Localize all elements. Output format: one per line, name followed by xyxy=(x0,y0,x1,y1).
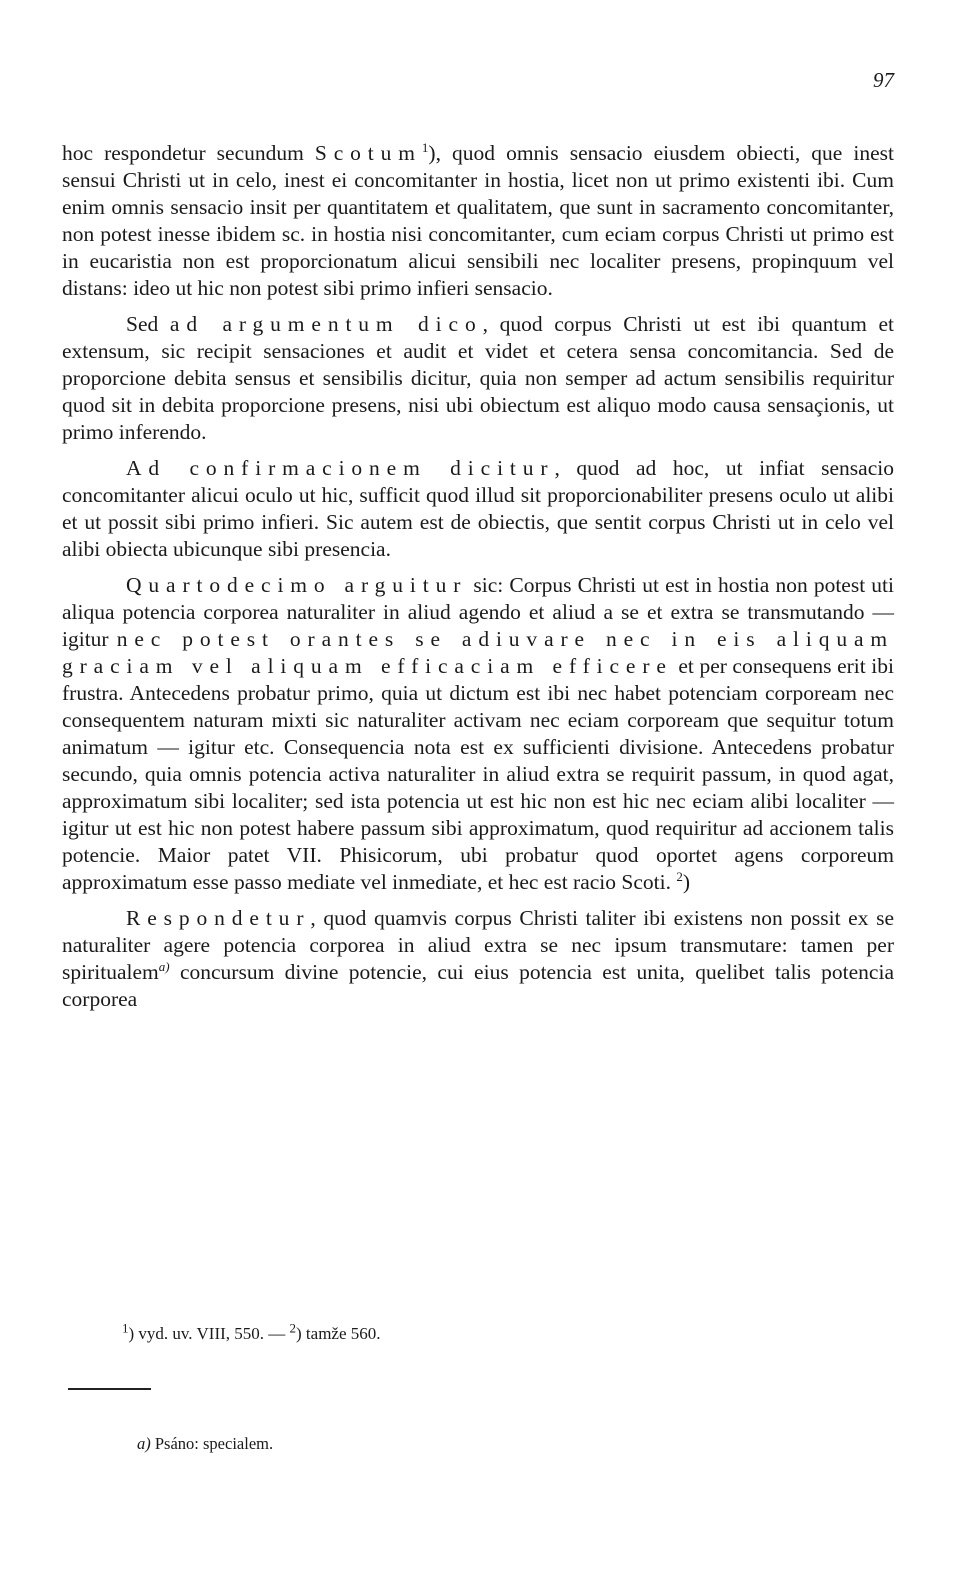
text-run: , quod quamvis corpus Christi taliter ibi existens non possit ex se naturaliter agere potencia corporea in aliud extra se nec ipsum transmutare: tamen per spiritualem xyxy=(62,906,894,984)
spaced-emphasis-text: Respondetur xyxy=(126,906,311,930)
text-run: , quod ad hoc, ut infiat sensacio concomitanter alicui oculo ut hic, sufficit quod illud sit proporcionabiliter presens oculo ut alibi et ut possit sibi primo infieri. Sic autem est de obiectis, que sentit corpus Christi ut in celo vel alibi obiecta ubicunque sibi presencia. xyxy=(62,456,894,561)
editorial-note-mark: a) xyxy=(137,1434,151,1453)
footnote-marker-1: 1 xyxy=(122,1320,129,1336)
footnote-text-1: ) vyd. uv. VIII, 550. — xyxy=(128,1324,290,1343)
text-run: et per consequens erit ibi frustra. Antecedens probatur primo, quia ut dictum est ibi nec habet potenciam corpoream nec consequentem naturam mixti sic naturaliter activam nec eciam corpoream que sequitur totum animatum — igitur etc. Consequencia nota est ex sufficienti divisione. Antecedens probatur secundo, quia omnis potencia activa naturaliter in aliud extra se requirit passum, in quod agat, approximatum sibi localiter; sed ista potencia ut est hic non est hic nec eciam alibi localiter — igitur ut est hic non potest habere passum sibi approximatum, quod requiritur ad accionem talis potencie. Maior patet VII. Phisicorum, ubi probatur quod oportet agens corporeum approximatum esse passo mediate vel inmediate, et hec est racio Scoti. xyxy=(62,654,894,894)
footnote-reference: a) xyxy=(158,958,170,974)
text-run: concursum divine potencie, cui eius potencia est unita, quelibet talis potencia corporea xyxy=(62,960,894,1011)
paragraph xyxy=(62,572,894,896)
editorial-note-text: Psáno: specialem. xyxy=(150,1434,274,1453)
spaced-emphasis-text: Ad confirmacionem dicitur xyxy=(126,456,555,480)
spaced-emphasis-text: ad argumentum dico xyxy=(169,312,483,336)
footnote-reference: 1 xyxy=(421,139,429,155)
text-run: Sed xyxy=(126,312,170,336)
footnotes xyxy=(122,1320,381,1344)
text-run: ), quod omnis sensacio eiusdem obiecti, que inest sensui Christi ut in celo, inest ei concomitanter in hostia, licet non ut primo existenti ibi. Cum enim omnis sensacio insit per quantitatem et qualitatem, que sunt in sacramento concomitanter, non potest inesse ibidem sc. in hostia nisi concomitanter, cum eciam corpus Christi ut primo est in eucaristia non est proporcionatum alicui sensibili nec localiter presens, propinquum vel distans: ideo ut hic non potest sibi primo infieri sensacio. xyxy=(62,141,894,300)
footnote-text-2: ) tamže 560. xyxy=(296,1324,381,1343)
footnote-marker-2: 2 xyxy=(289,1320,297,1336)
text-run: ) xyxy=(682,870,691,894)
body-text xyxy=(62,140,894,1022)
spaced-emphasis-text: Quartodecimo arguitur xyxy=(126,573,468,597)
page-number: 97 xyxy=(873,68,894,92)
paragraph xyxy=(62,905,894,1013)
paragraph xyxy=(62,311,894,446)
spaced-emphasis-text: nec potest orantes se adiuvare nec in eis aliquam graciam vel aliquam efficaciam efficere xyxy=(62,627,894,678)
editorial-note xyxy=(137,1434,273,1454)
footnote-reference: 2 xyxy=(676,868,683,884)
footnote-divider xyxy=(68,1388,151,1390)
paragraph xyxy=(62,140,894,302)
text-run: hoc respondetur secundum xyxy=(62,141,315,165)
text-run: sic: Corpus Christi ut est in hostia non potest uti aliqua potencia corporea naturaliter in aliud agendo et aliud a se et extra se transmutando — igitur xyxy=(62,573,895,651)
paragraph xyxy=(62,455,894,563)
text-run: , quod corpus Christi ut est ibi quantum et extensum, sic recipit sensaciones et audit et videt et cetera sensa concomitancia. Sed de proporcione debita sensus et sensibilis dicitur, quia non semper ad actum sensibilis requiritur quod sit in debita proporcione presens, nisi ubi obiectum est aliquo modo causa sensaçionis, ut primo inferendo. xyxy=(62,312,894,444)
spaced-emphasis-text: Scotum xyxy=(314,141,422,165)
